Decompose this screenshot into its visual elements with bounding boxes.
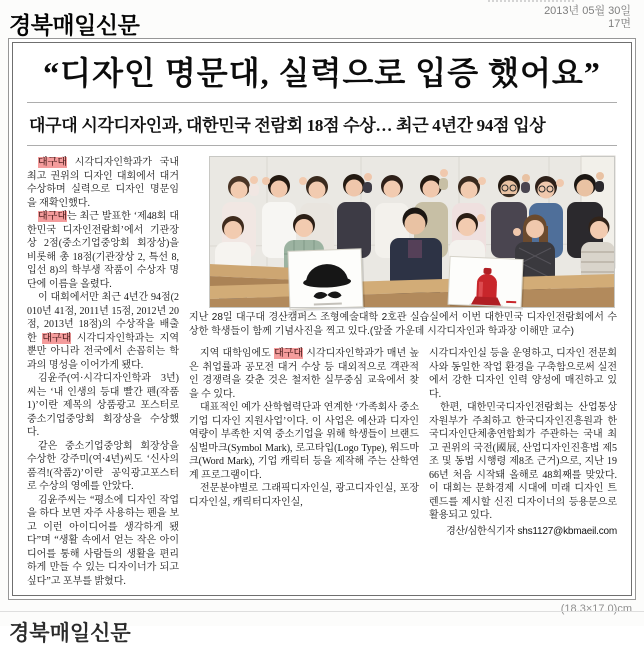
article-outer-border [8, 38, 636, 600]
clipped-top-text-sliver [488, 0, 574, 2]
bottom-divider [0, 611, 644, 612]
article-paragraph: 대표적인 예가 산학협력단과 연계한 ‘가족회사 중소기업 디자인 지원사업’이다. 이 사업은 예산과 디자인 역량이 부족한 지역 중소기업을 위해 학생들이 브랜드 심벌마크(Symbol Mark), 로고타입(Logo Type), 워드마크(Word Mark), 기업 캐릭터 등을 제작해 주는 산학연계 프로그램이다. [189, 402, 419, 481]
highlighted-univ-name: 대구대 [274, 348, 304, 360]
highlighted-univ-name: 대구대 [38, 157, 67, 169]
article-box [12, 42, 632, 596]
article-paragraph: 김윤주씨는 “평소에 디자인 작업을 하다 보면 자주 사용하는 펜을 보고 이런 아이디어를 생각하게 됐다”며 “생활 속에서 얻는 작은 아이디어를 통해 사람들의 생활을 편리하게 만들 수 있는 디자이너가 되고 싶다”고 포부를 밝혔다. [27, 494, 179, 587]
article-paragraph: 대구대는 최근 발표한 ‘제48회 대한민국 디자인전람회’에서 기관장상 2점(중소기업중앙회 회장상)을 비롯해 총 18점(기관장상 2, 특선 8, 입선 8)의 학부생 작품이 수상자 명단에 이름을 올렸다. [27, 211, 179, 290]
issue-date: 2013년 05월 30일 [544, 5, 631, 17]
article-column-right [429, 347, 617, 582]
photo-caption: 지난 28일 대구대 경산캠퍼스 조형예술대학 2호관 실습실에서 이번 대한민국 디자인전람회에서 수상한 학생들이 함께 기념사진을 찍고 있다.(앞줄 가운데 시각디자인과 학과장 이해만 교수) [189, 312, 617, 338]
hat-poster-artwork [288, 249, 365, 312]
article-subhead: 대구대 시각디자인과, 대한민국 전람회 18점 수상… 최근 4년간 94점 입상 [27, 102, 617, 146]
newspaper-masthead: 경북매일신문 [9, 12, 140, 38]
article-headline: “디자인 명문대, 실력으로 입증 했어요” [43, 55, 601, 91]
article-body [27, 156, 617, 586]
article-paragraph: 지역 대학임에도 대구대 시각디자인학과가 매년 높은 취업률과 공모전 대거 수상 등 대외적으로 객관적인 경쟁력을 갖춘 것은 철저한 실무중심 교육에서 찾을 수 있다. [189, 348, 419, 400]
article-paragraph: 한편, 대한민국디자인전람회는 산업통상자원부가 주최하고 한국디자인진흥원과 한국디자인단체총연합회가 주관하는 국내 최고 권위의 국전(國展, 산업디자인진흥법 제5조 및 동법 시행령 제8조 근거)으로, 지난 1966년 처음 시작돼 올해로 48회째를 맞았다. 이 대회는 문화경제 시대에 미래 디자인 트렌드를 제시할 신진 디자이너의 등용문으로 활용되고 있다. [429, 402, 617, 522]
page-number: 17면 [608, 18, 631, 31]
article-column-middle [189, 347, 419, 582]
article-paragraph: 김윤주(여·시각디자인학과 3년)씨는 ‘내 인생의 등대 빨간 펜(작품1)’이란 제목의 상품광고 포스터로 중소기업중앙회 회장상을 수상했다. [27, 373, 179, 439]
lower-columns [189, 347, 617, 582]
highlighted-univ-name: 대구대 [42, 332, 72, 344]
reporter-byline: 경산/심한식기자 shs1127@kbmaeil.com [446, 525, 617, 537]
page-header [0, 0, 644, 38]
issue-date-block [544, 5, 631, 31]
article-paragraph: 이 대회에서만 최근 4년간 94점(2010년 41점, 2011년 15점, 2012년 20점, 2013년 18점)의 수상작을 배출한 대구대 시각디자인학과는 지역뿐만 아니라 전국에서 손꼽히는 학과의 명성을 이어가게 됐다. [27, 292, 179, 371]
group-photo [209, 156, 615, 308]
next-clipping-masthead-partial: 경북매일신문 [9, 622, 131, 645]
article-paragraph: 전문분야별로 그래픽디자인실, 광고디자인실, 포장디자인실, 캐릭터디자인실, [189, 483, 419, 508]
article-column-right-text [429, 347, 617, 523]
article-paragraph: 시각디자인실 등을 운영하고, 디자인 전문회사와 동일한 작업 환경을 구축함으로써 실전에서 강한 디자인 인력 양성에 매진하고 있다. [429, 348, 617, 400]
article-column-left [27, 156, 179, 586]
article-paragraph: 대구대 시각디자인학과가 국내 최고 권위의 디자인 대회에서 대거 수상하며 실력으로 디자인 명문임을 재확인했다. [27, 157, 179, 209]
article-right-region [189, 156, 617, 586]
photo-block [209, 156, 615, 308]
red-pen-poster-artwork [448, 256, 525, 309]
article-paragraph: 같은 중소기업중앙회 회장상을 수상한 강주미(여·4년)씨도 ‘신사의 품격!(작품2)’이란 공익광고포스터로 수상의 영예를 안았다. [27, 440, 179, 493]
highlighted-univ-name: 대구대 [38, 211, 67, 223]
clipping-size-label: (18.3×17.0)cm [560, 603, 632, 615]
